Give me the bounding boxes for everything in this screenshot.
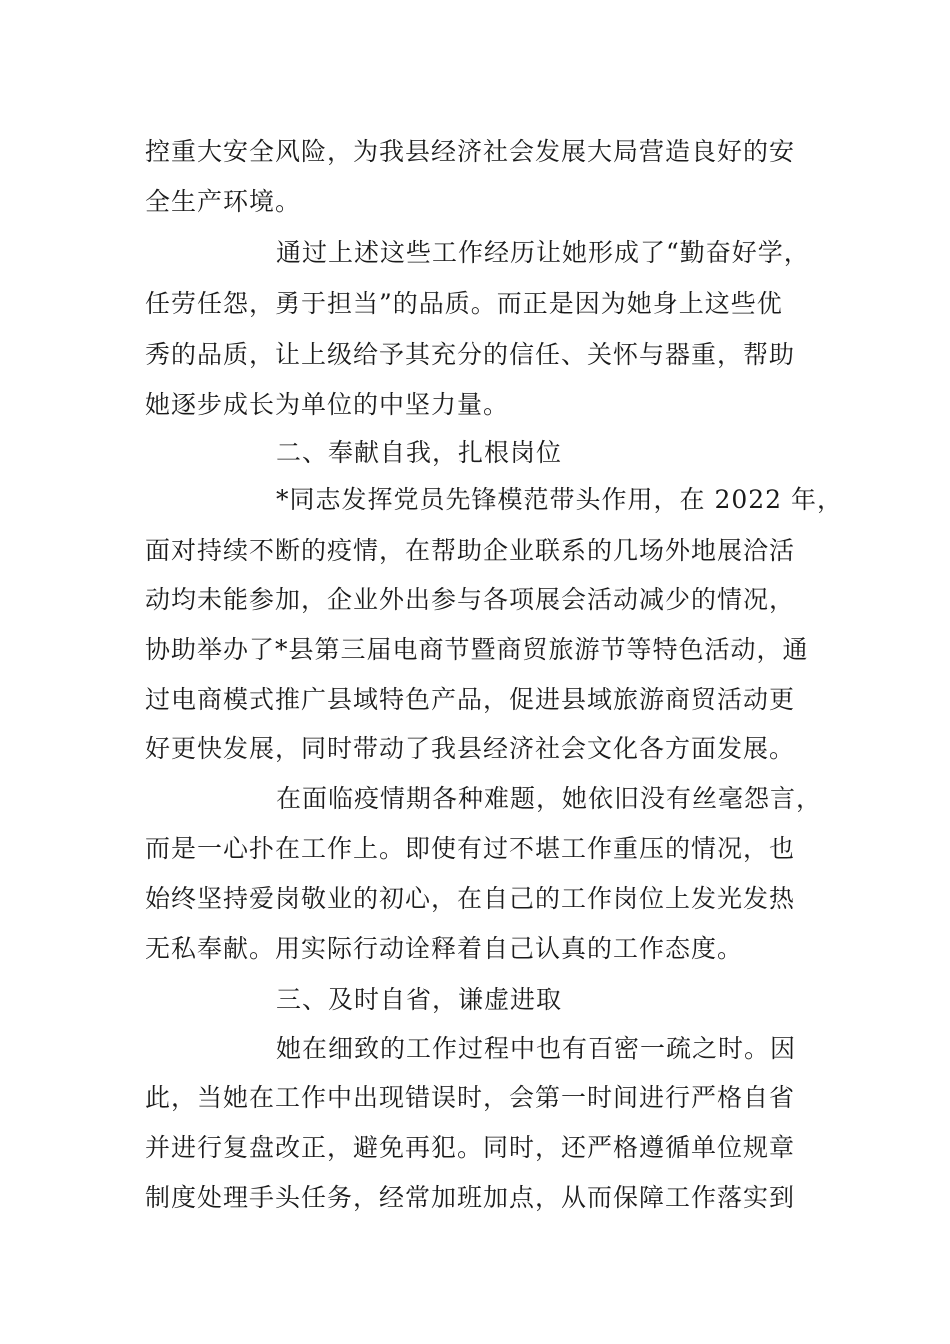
paragraph-line: 任劳任怨，勇于担当”的品质。而正是因为她身上这些优 — [145, 289, 783, 318]
paragraph-line: 过电商模式推广县域特色产品，促进县域旅游商贸活动更 — [145, 685, 796, 714]
paragraph-line: 此，当她在工作中出现错误时，会第一时间进行严格自省 — [145, 1083, 796, 1112]
paragraph-first-line: 通过上述这些工作经历让她形成了“勤奋好学， — [276, 238, 810, 267]
paragraph-line: 制度处理手头任务，经常加班加点，从而保障工作落实到 — [145, 1183, 796, 1212]
paragraph-line: 动均未能参加，企业外出参与各项展会活动减少的情况， — [145, 585, 796, 614]
paragraph-line: 而是一心扑在工作上。即使有过不堪工作重压的情况，也 — [145, 834, 796, 863]
paragraph-first-line: 她在细致的工作过程中也有百密一疏之时。因 — [276, 1034, 797, 1063]
section-heading: 二、奉献自我，扎根岗位 — [276, 438, 563, 467]
paragraph-line: 无私奉献。用实际行动诠释着自己认真的工作态度。 — [145, 934, 744, 963]
paragraph-line: 好更快发展，同时带动了我县经济社会文化各方面发展。 — [145, 734, 796, 763]
paragraph-line: 面对持续不断的疫情，在帮助企业联系的几场外地展洽活 — [145, 536, 796, 565]
paragraph-line: 全生产环境。 — [145, 187, 302, 216]
paragraph-first-line: 在面临疫情期各种难题，她依旧没有丝毫怨言， — [276, 784, 823, 813]
paragraph-line: 她逐步成长为单位的中坚力量。 — [145, 390, 510, 419]
paragraph-line: 秀的品质，让上级给予其充分的信任、关怀与器重，帮助 — [145, 340, 796, 369]
paragraph-line: 并进行复盘改正，避免再犯。同时，还严格遵循单位规章 — [145, 1133, 796, 1162]
paragraph-line: 始终坚持爱岗敬业的初心，在自己的工作岗位上发光发热 — [145, 884, 796, 913]
section-heading: 三、及时自省，谦虚进取 — [276, 985, 563, 1014]
paragraph-first-line: *同志发挥党员先锋模范带头作用，在 2022 年， — [276, 485, 844, 514]
paragraph-line: 协助举办了*县第三届电商节暨商贸旅游节等特色活动，通 — [145, 635, 809, 664]
paragraph-line: 控重大安全风险，为我县经济社会发展大局营造良好的安 — [145, 137, 796, 166]
